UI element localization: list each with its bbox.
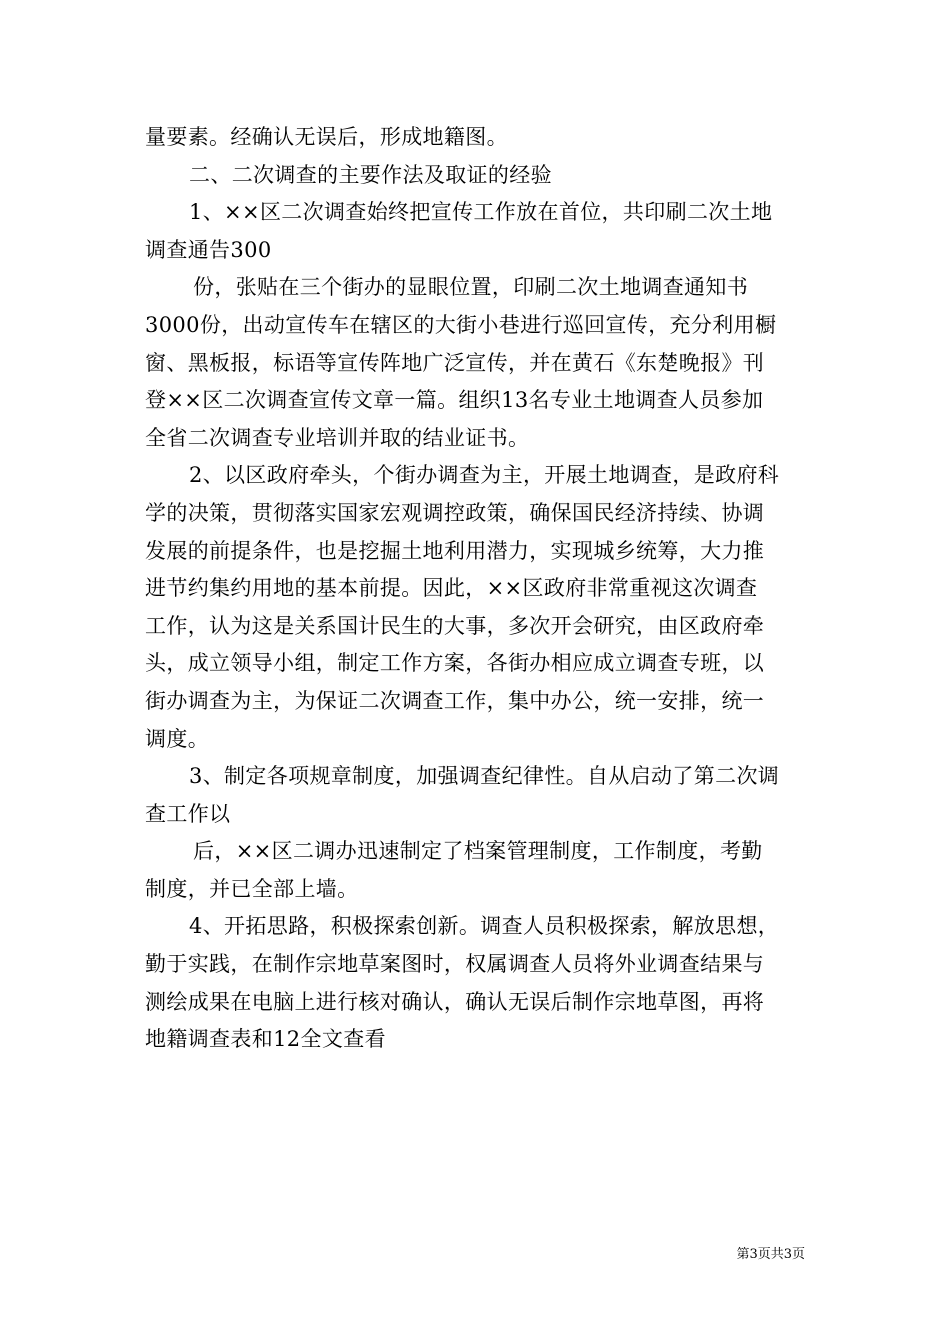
- text-line: 制度，并已全部上墙。: [145, 876, 359, 901]
- text-line: 街办调查为主，为保证二次调查工作，集中办公，统一安排，统一: [145, 688, 765, 713]
- text-line: 工作，认为这是关系国计民生的大事，多次开会研究，由区政府牵: [145, 613, 765, 638]
- text-line: 3000份，出动宣传车在辖区的大街小巷进行巡回宣传，充分利用橱: [145, 312, 777, 337]
- page-number: 第3页共3页: [736, 1247, 805, 1262]
- text-line: 2、以区政府牵头，个街办调查为主，开展土地调查，是政府科: [189, 463, 780, 488]
- section-heading: 二、二次调查的主要作法及取证的经验: [189, 162, 552, 187]
- text-line: 进节约集约用地的基本前提。因此，××区政府非常重视这次调查: [145, 576, 758, 601]
- text-line: 全省二次调查专业培训并取的结业证书。: [145, 425, 530, 450]
- text-line: 量要素。经确认无误后，形成地籍图。: [145, 125, 508, 149]
- text-line: 调查通告300: [145, 237, 272, 262]
- text-line: 3、制定各项规章制度，加强调查纪律性。自从启动了第二次调: [189, 764, 780, 789]
- text-line: 后，××区二调办迅速制定了档案管理制度，工作制度，考勤: [193, 839, 763, 864]
- text-line: 调度。: [145, 726, 210, 751]
- document-body: [145, 119, 805, 1059]
- text-line: 查工作以: [145, 801, 231, 826]
- text-line: 头，成立领导小组，制定工作方案，各街办相应成立调查专班，以: [145, 651, 765, 676]
- text-line: 1、××区二次调查始终把宣传工作放在首位，共印刷二次土地: [189, 200, 773, 225]
- text-line: 登××区二次调查宣传文章一篇。组织13名专业土地调查人员参加: [145, 388, 764, 413]
- text-line: 发展的前提条件，也是挖掘土地利用潜力，实现城乡统筹，大力推: [145, 538, 765, 563]
- text-line: 窗、黑板报，标语等宣传阵地广泛宣传，并在黄石《东楚晚报》刊: [145, 350, 765, 375]
- text-line: 份，张贴在三个街办的显眼位置，印刷二次土地调查通知书: [193, 275, 749, 300]
- text-line: 地籍调查表和12全文查看: [145, 1027, 386, 1052]
- text-line: 勤于实践，在制作宗地草案图时，权属调查人员将外业调查结果与: [145, 952, 765, 977]
- text-line: 4、开拓思路，积极探索创新。调查人员积极探索，解放思想，: [189, 914, 780, 939]
- text-line: 测绘成果在电脑上进行核对确认，确认无误后制作宗地草图，再将: [145, 989, 765, 1014]
- text-line: 学的决策，贯彻落实国家宏观调控政策，确保国民经济持续、协调: [145, 500, 765, 525]
